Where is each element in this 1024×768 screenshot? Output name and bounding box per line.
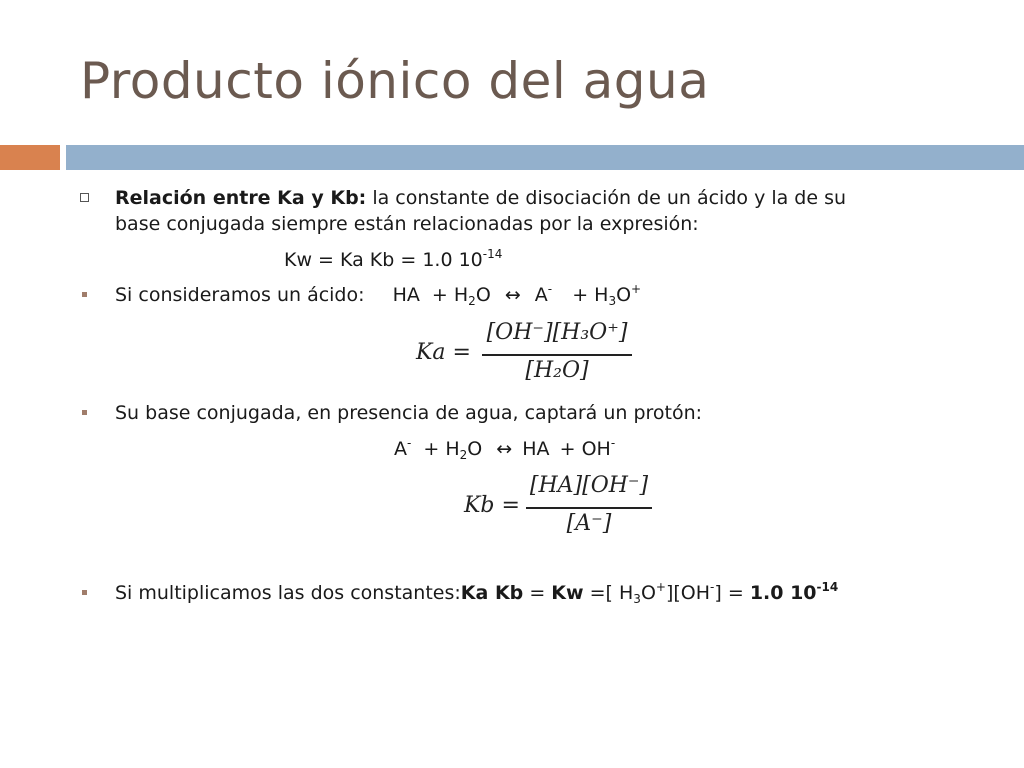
accent-bar-blue	[66, 145, 1024, 170]
hollow-square-bullet-icon	[80, 193, 89, 202]
relacion-heading: Relación entre Ka y Kb:	[115, 187, 367, 209]
kb-formula: Kb = [HA][OH⁻] [A⁻]	[464, 473, 684, 543]
relacion-text-line2: base conjugada siempre están relacionadas por la expresión:	[115, 213, 699, 235]
kb-fraction-line	[526, 507, 652, 509]
arrow-icon: ↔	[504, 284, 521, 306]
slide-title: Producto iónico del agua	[80, 52, 710, 110]
square-bullet-icon	[82, 410, 87, 415]
arrow-icon: ↔	[496, 438, 513, 460]
kw-equation: Kw = Ka Kb = 1.0 $10^{-14}$	[284, 247, 503, 271]
base-equation: $A^- + H_2O$ ↔ HA + OH-	[394, 436, 616, 462]
relacion-text: la constante de disociación de un ácido y la de su	[366, 187, 847, 209]
ka-formula: Ka = [OH⁻][H₃O⁺] [H₂O]	[416, 320, 646, 390]
square-bullet-icon	[82, 292, 87, 297]
accent-bar-orange	[0, 145, 60, 170]
ka-fraction-line	[482, 354, 632, 356]
square-bullet-icon	[82, 590, 87, 595]
